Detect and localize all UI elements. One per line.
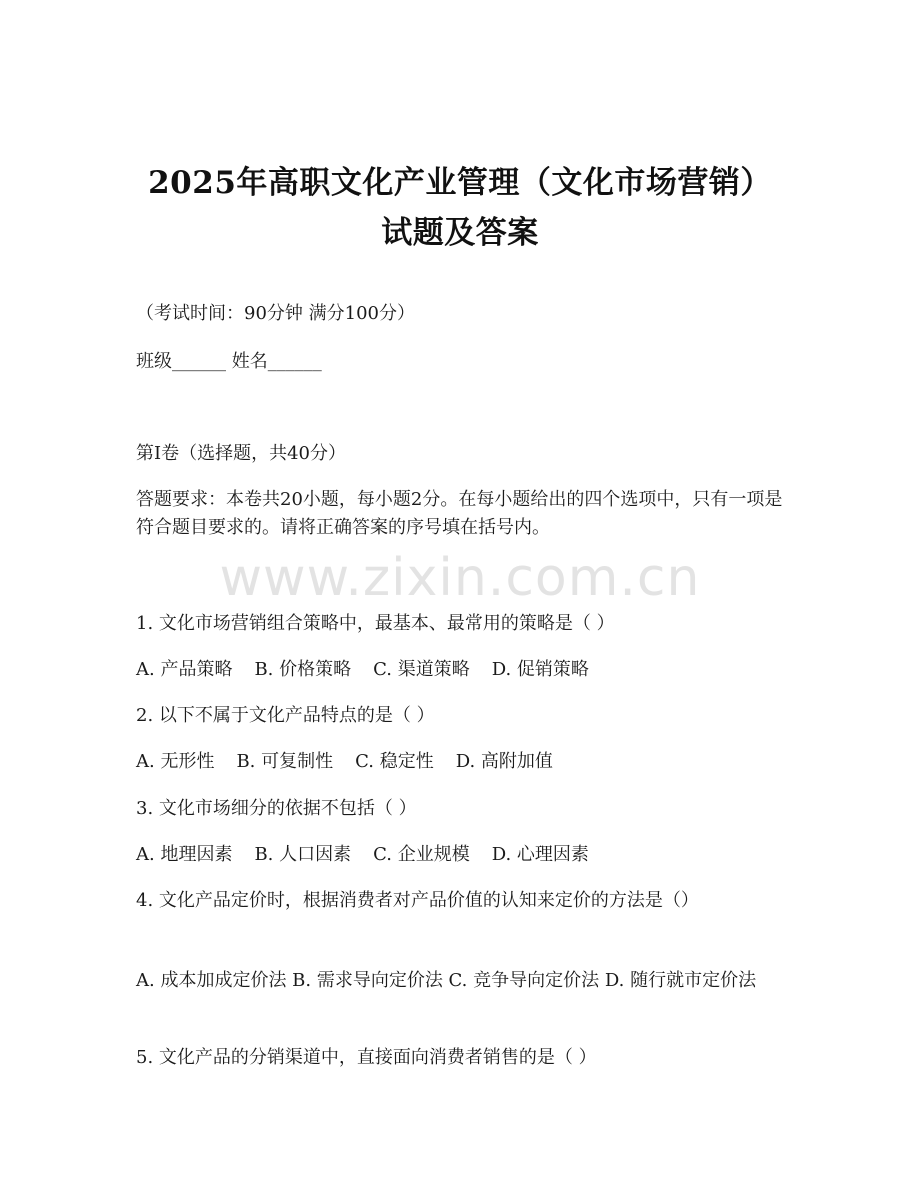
question-4-stem: 4. 文化产品定价时，根据消费者对产品价值的认知来定价的方法是（） xyxy=(136,890,699,911)
option-c: C. 稳定性 xyxy=(355,751,434,772)
question-2-options xyxy=(136,748,786,776)
option-b: B. 价格策略 xyxy=(254,659,352,680)
section-heading: 第I卷（选择题，共40分） xyxy=(136,443,347,464)
exam-info: （考试时间：90分钟 满分100分） xyxy=(136,303,415,324)
question-1-options xyxy=(136,656,786,684)
option-b: B. 人口因素 xyxy=(254,844,352,865)
question-1-stem: 1. 文化市场营销组合策略中，最基本、最常用的策略是（ ） xyxy=(136,613,615,634)
option-a: A. 地理因素 xyxy=(136,844,233,865)
document-title-line1: 2025年高职文化产业管理（文化市场营销） xyxy=(148,165,772,201)
instructions-text: 答题要求：本卷共20小题，每小题2分。在每小题给出的四个选项中，只有一项是符合题目要求的。请将正确答案的序号填在括号内。 xyxy=(136,489,783,538)
question-3-stem: 3. 文化市场细分的依据不包括（ ） xyxy=(136,798,417,819)
watermark: www.zixin.com.cn xyxy=(219,548,701,608)
question-2-stem: 2. 以下不属于文化产品特点的是（ ） xyxy=(136,705,435,726)
option-c: C. 企业规模 xyxy=(373,844,470,865)
question-5-stem: 5. 文化产品的分销渠道中，直接面向消费者销售的是（ ） xyxy=(136,1047,597,1068)
document-title-line2: 试题及答案 xyxy=(381,215,539,251)
question-4-options: A. 成本加成定价法 B. 需求导向定价法 C. 竞争导向定价法 D. 随行就市定价法 xyxy=(136,970,757,991)
option-a: A. 无形性 xyxy=(136,751,215,772)
question-3-options xyxy=(136,841,786,869)
option-c: C. 渠道策略 xyxy=(373,659,470,680)
class-name-fields: 班级______ 姓名______ xyxy=(136,351,322,372)
option-d: D. 促销策略 xyxy=(491,659,589,680)
option-a: A. 产品策略 xyxy=(136,659,233,680)
option-d: D. 高附加值 xyxy=(455,751,553,772)
option-d: D. 心理因素 xyxy=(491,844,589,865)
option-b: B. 可复制性 xyxy=(236,751,334,772)
